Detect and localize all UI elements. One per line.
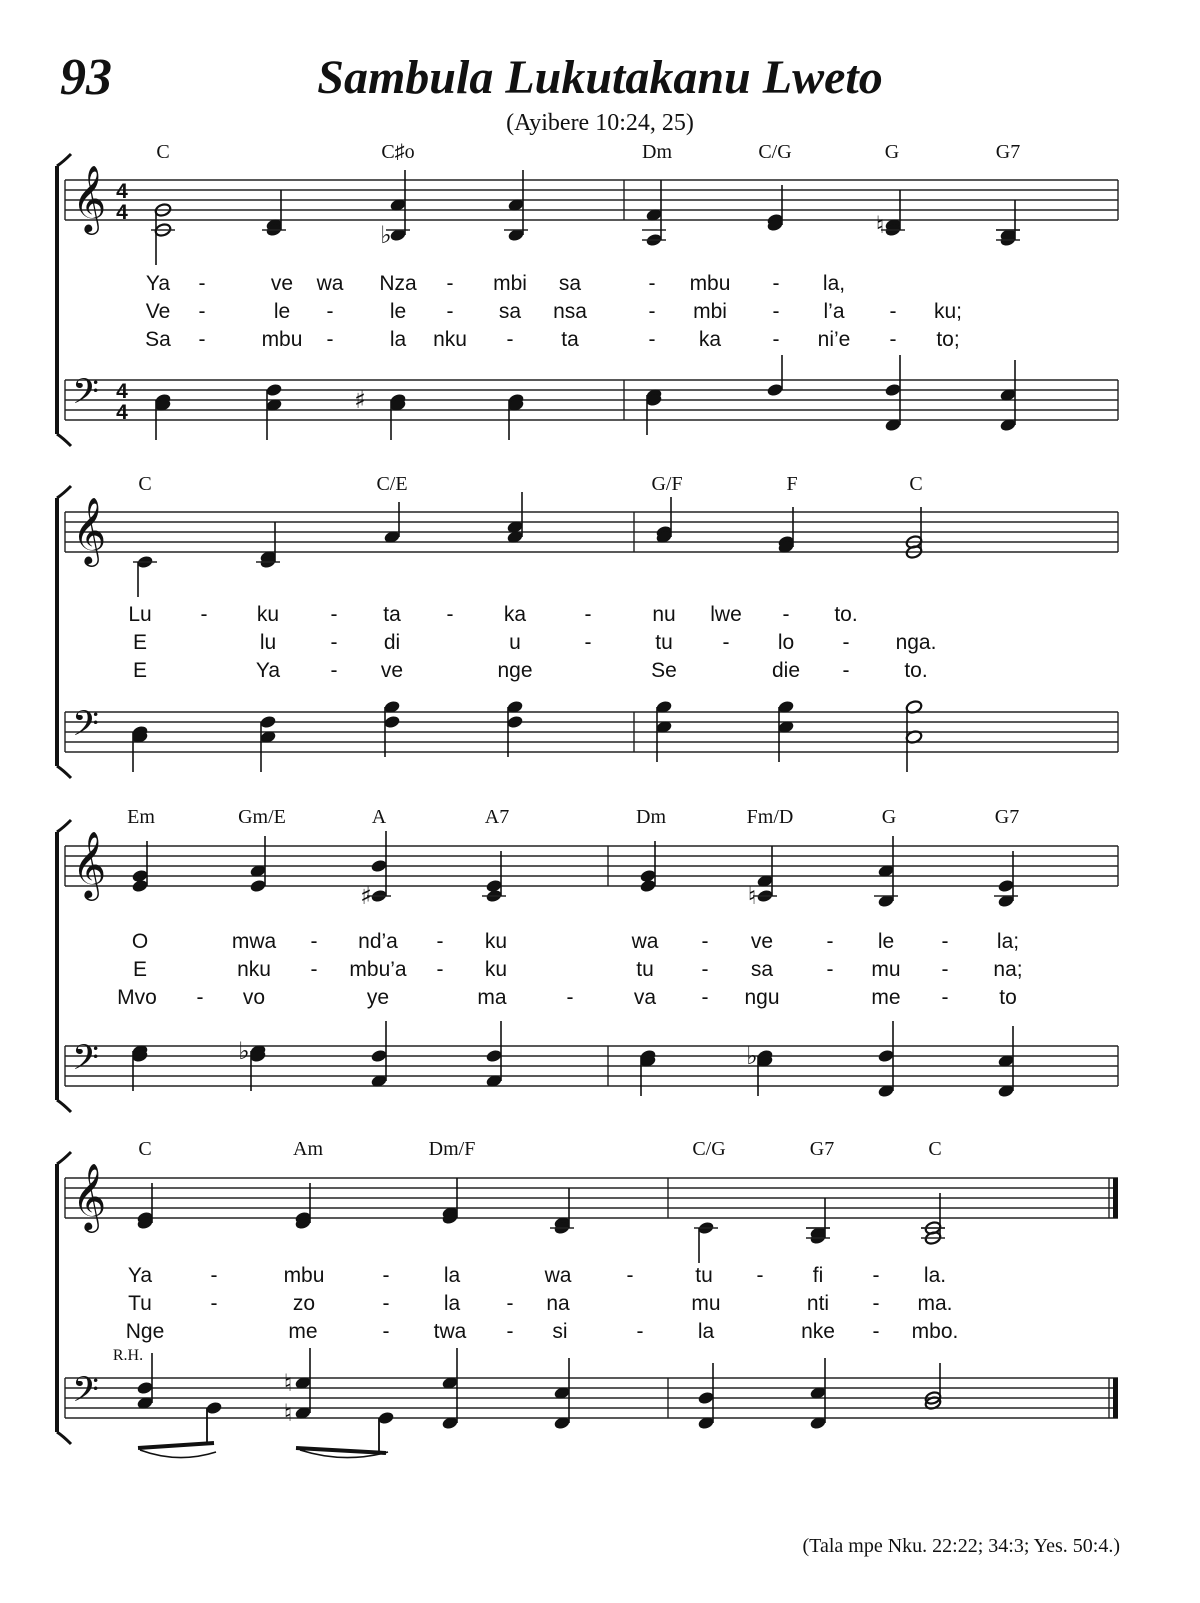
bass-clef-icon: 𝄢 <box>72 1369 100 1418</box>
notehead <box>377 1411 395 1426</box>
lyric-hyphen: - <box>200 603 208 626</box>
lyric-syllable: lu <box>259 631 277 654</box>
chord-symbol: G <box>884 141 900 163</box>
notehead <box>877 1049 895 1064</box>
bass-clef-icon: 𝄢 <box>72 703 100 752</box>
lyric-syllable: tu <box>636 958 654 981</box>
lyric-hyphen: - <box>210 1264 218 1287</box>
lyric-syllable: nke <box>801 1320 835 1343</box>
lyric-syllable: ta <box>383 603 401 626</box>
treble-note <box>151 223 175 238</box>
treble-note <box>131 869 149 884</box>
lyric-hyphen: - <box>584 631 592 654</box>
lyric-hyphen: - <box>636 1320 644 1343</box>
lyric-syllable: to <box>999 986 1017 1009</box>
hymn-number: 93 <box>60 49 112 106</box>
lyric-syllable: mbi <box>493 272 527 295</box>
lyric-syllable: wa <box>631 930 659 953</box>
lyric-hyphen: - <box>446 300 454 323</box>
lyric-syllable: Se <box>651 659 677 682</box>
lyric-hyphen: - <box>330 603 338 626</box>
chord-symbol: C <box>138 473 152 495</box>
natural-accidental-icon: ♮ <box>283 1399 293 1427</box>
natural-accidental-icon: ♮ <box>747 882 757 910</box>
time-signature-bottom: 4 <box>116 201 128 224</box>
treble-note <box>262 223 286 238</box>
lyric-syllable: sa <box>498 300 522 323</box>
chord-symbol: Gm/E <box>238 806 286 828</box>
bass-clef-icon: 𝄢 <box>72 1037 100 1086</box>
notehead <box>485 1049 503 1064</box>
treble-staff-4 <box>65 1162 1118 1233</box>
treble-clef-icon: 𝄞 <box>72 1162 107 1230</box>
lyric-syllable: nge <box>497 659 533 682</box>
flat-accidental-icon: ♭ <box>238 1037 250 1065</box>
notehead <box>370 1049 388 1064</box>
lyric-syllable: Ve <box>145 300 171 323</box>
lyric-syllable: me <box>871 986 901 1009</box>
lyric-syllable: va <box>633 986 657 1009</box>
lyric-hyphen: - <box>826 930 834 953</box>
treble-note <box>550 1221 574 1236</box>
bass-note <box>766 383 784 398</box>
bass-staff-2 <box>65 703 1118 752</box>
lyric-syllable: ma. <box>917 1292 953 1315</box>
lyric-hyphen: - <box>648 272 656 295</box>
notehead <box>205 1401 223 1416</box>
lyric-syllable: ni’e <box>817 328 851 351</box>
bracket-top-hook <box>57 154 71 166</box>
treble-note <box>994 894 1018 909</box>
bass-note <box>259 715 277 730</box>
lyric-syllable: zo <box>292 1292 316 1315</box>
lyric-hyphen: - <box>382 1320 390 1343</box>
time-signature-bottom: 4 <box>116 401 128 424</box>
lyric-syllable: ku <box>484 930 508 953</box>
notehead <box>383 715 401 730</box>
lyric-syllable: E <box>132 659 148 682</box>
lyric-syllable: la <box>389 328 407 351</box>
lyric-syllable: la, <box>822 272 846 295</box>
notehead <box>884 383 902 398</box>
sharp-accidental-icon: ♯ <box>354 386 366 414</box>
lyric-syllable: nga. <box>895 631 937 654</box>
lyric-syllable: nd’a <box>358 930 398 953</box>
lyric-syllable: E <box>132 958 148 981</box>
lyric-syllable: di <box>383 631 401 654</box>
chord-symbol: Dm <box>642 141 672 163</box>
lyric-hyphen: - <box>198 328 206 351</box>
chord-symbol: G/F <box>651 473 683 495</box>
lyric-syllable: la <box>697 1320 715 1343</box>
notehead <box>265 383 283 398</box>
time-signature-top: 4 <box>116 180 128 203</box>
lyric-hyphen: - <box>842 631 850 654</box>
lyric-hyphen: - <box>722 631 730 654</box>
bass-staff-1 <box>65 371 1118 420</box>
lyric-syllable: wa <box>544 1264 572 1287</box>
lyric-syllable: ka <box>503 603 527 626</box>
final-barline-thick <box>1113 1178 1118 1218</box>
bass-note <box>136 1381 154 1396</box>
bass-note <box>884 383 902 398</box>
lyric-hyphen: - <box>772 328 780 351</box>
lyric-syllable: le <box>389 300 407 323</box>
lyric-hyphen: - <box>826 958 834 981</box>
chord-symbol: A <box>371 806 387 828</box>
bracket-bottom-hook <box>57 1432 71 1444</box>
bass-note <box>383 715 401 730</box>
scripture-reference: (Ayibere 10:24, 25) <box>506 110 694 136</box>
chord-symbol: C <box>156 141 170 163</box>
bass-note <box>205 1401 223 1416</box>
lyric-hyphen: - <box>772 272 780 295</box>
lyric-syllable: Nza <box>379 272 417 295</box>
lyric-hyphen: - <box>310 930 318 953</box>
notehead <box>697 1391 715 1406</box>
chord-symbol: G7 <box>995 141 1021 163</box>
lyric-syllable: nti <box>806 1292 830 1315</box>
chord-symbol: G <box>881 806 897 828</box>
lyric-hyphen: - <box>198 300 206 323</box>
lyric-hyphen: - <box>756 1264 764 1287</box>
lyric-syllable: Lu <box>128 603 152 626</box>
flat-accidental-icon: ♭ <box>380 221 392 249</box>
lyric-hyphen: - <box>382 1264 390 1287</box>
treble-note <box>753 889 777 904</box>
bass-note <box>506 715 524 730</box>
notehead <box>259 715 277 730</box>
lyric-syllable: nku <box>433 328 467 351</box>
lyric-syllable: Sa <box>145 328 171 351</box>
lyric-hyphen: - <box>872 1292 880 1315</box>
lyric-hyphen: - <box>330 659 338 682</box>
bass-note <box>877 1049 895 1064</box>
time-signature-top: 4 <box>116 380 128 403</box>
treble-note <box>133 555 157 570</box>
lyric-syllable: sa <box>558 272 582 295</box>
bass-note <box>265 383 283 398</box>
lyric-syllable: la. <box>923 1264 947 1287</box>
treble-note <box>256 555 280 570</box>
bass-note <box>485 1049 503 1064</box>
lyric-hyphen: - <box>210 1292 218 1315</box>
treble-note <box>639 879 657 894</box>
chord-symbol: C/G <box>758 141 792 163</box>
treble-note <box>694 1221 718 1236</box>
lyric-syllable: ku; <box>933 300 963 323</box>
bass-note <box>370 1049 388 1064</box>
lyric-syllable: na <box>546 1292 570 1315</box>
notehead <box>766 383 784 398</box>
notehead <box>249 879 267 894</box>
lyric-hyphen: - <box>566 986 574 1009</box>
lyric-syllable: mu <box>871 958 901 981</box>
chord-symbol: Am <box>293 1138 323 1160</box>
lyric-syllable: ye <box>366 986 390 1009</box>
footnote-references: (Tala mpe Nku. 22:22; 34:3; Yes. 50:4.) <box>802 1535 1120 1557</box>
notehead <box>131 869 149 884</box>
chord-symbol: Dm <box>636 806 666 828</box>
lyric-syllable: vo <box>242 986 266 1009</box>
chord-symbol: C <box>909 473 923 495</box>
lyric-syllable: mbo. <box>911 1320 959 1343</box>
lyric-syllable: ka <box>698 328 722 351</box>
lyric-hyphen: - <box>772 300 780 323</box>
lyric-syllable: mbu <box>689 272 731 295</box>
treble-staff-1 <box>65 164 1118 235</box>
bracket-bottom-hook <box>57 766 71 778</box>
notehead <box>136 1381 154 1396</box>
lyric-syllable: mbu’a <box>349 958 407 981</box>
lyric-syllable: na; <box>993 958 1023 981</box>
lyric-syllable: ngu <box>744 986 780 1009</box>
lyric-syllable: to; <box>936 328 960 351</box>
lyric-syllable: nsa <box>553 300 587 323</box>
flat-accidental-icon: ♭ <box>746 1042 758 1070</box>
lyric-hyphen: - <box>198 272 206 295</box>
lyric-hyphen: - <box>626 1264 634 1287</box>
lyric-syllable: ku <box>484 958 508 981</box>
lyric-hyphen: - <box>330 631 338 654</box>
lyric-hyphen: - <box>382 1292 390 1315</box>
lyric-hyphen: - <box>701 930 709 953</box>
chord-symbol: C/G <box>692 1138 726 1160</box>
lyric-hyphen: - <box>889 300 897 323</box>
treble-note <box>881 223 905 238</box>
lyric-syllable: ta <box>561 328 579 351</box>
treble-note <box>370 859 388 874</box>
treble-note <box>874 894 898 909</box>
chord-symbol: C♯o <box>381 141 415 163</box>
lyric-syllable: lo <box>777 631 795 654</box>
treble-clef-icon: 𝄞 <box>72 496 107 564</box>
bass-note <box>377 1411 395 1426</box>
lyric-hyphen: - <box>941 930 949 953</box>
treble-note <box>482 889 506 904</box>
bass-staff-3 <box>65 1037 1118 1086</box>
final-barline-thick <box>1113 1378 1118 1418</box>
chord-symbol: Fm/D <box>746 806 794 828</box>
lyric-syllable: mbu <box>283 1264 325 1287</box>
eighth-beam <box>138 1443 214 1448</box>
notehead <box>370 859 388 874</box>
lyric-syllable: ve <box>270 272 294 295</box>
treble-note <box>642 230 666 247</box>
lyric-syllable: le <box>273 300 291 323</box>
treble-note <box>921 1228 945 1245</box>
chord-symbol: Dm/F <box>428 1138 476 1160</box>
lyric-syllable: to. <box>904 659 928 682</box>
chord-symbol: F <box>786 473 798 495</box>
lyric-hyphen: - <box>506 1292 514 1315</box>
lyric-syllable: mu <box>691 1292 721 1315</box>
lyric-syllable: Mvo <box>117 986 157 1009</box>
chord-symbol: G7 <box>994 806 1020 828</box>
lyric-syllable: to. <box>834 603 858 626</box>
sharp-accidental-icon: ♯ <box>360 882 372 910</box>
lyric-syllable: tu <box>695 1264 713 1287</box>
lyric-hyphen: - <box>872 1320 880 1343</box>
lyric-hyphen: - <box>310 958 318 981</box>
natural-accidental-icon: ♮ <box>283 1369 293 1397</box>
lyric-hyphen: - <box>941 986 949 1009</box>
slur <box>140 1450 216 1458</box>
lyric-hyphen: - <box>648 300 656 323</box>
lyric-syllable: Ya <box>145 272 171 295</box>
lyric-syllable: twa <box>433 1320 467 1343</box>
lyric-syllable: mbu <box>261 328 303 351</box>
chord-symbol: A7 <box>484 806 510 828</box>
treble-clef-icon: 𝄞 <box>72 830 107 898</box>
lyric-syllable: la; <box>996 930 1020 953</box>
lyric-hyphen: - <box>941 958 949 981</box>
lyric-syllable: ma <box>477 986 507 1009</box>
lyric-syllable: ve <box>750 930 774 953</box>
lyric-syllable: si <box>552 1320 568 1343</box>
lyric-syllable: Ya <box>127 1264 153 1287</box>
lyric-syllable: mwa <box>231 930 277 953</box>
lyric-syllable: Ya <box>255 659 281 682</box>
treble-staff-2 <box>65 496 1118 567</box>
notehead <box>639 879 657 894</box>
lyric-syllable: ku <box>256 603 280 626</box>
chord-symbol: C/E <box>376 473 408 495</box>
lyric-syllable: Tu <box>128 1292 152 1315</box>
lyric-syllable: u <box>509 631 521 654</box>
bracket-bottom-hook <box>57 1100 71 1112</box>
lyric-syllable: mbi <box>693 300 727 323</box>
lyric-hyphen: - <box>701 986 709 1009</box>
lyric-hyphen: - <box>842 659 850 682</box>
bass-clef-icon: 𝄢 <box>72 371 100 420</box>
lyric-hyphen: - <box>872 1264 880 1287</box>
lyric-hyphen: - <box>436 930 444 953</box>
lyric-syllable: me <box>288 1320 318 1343</box>
natural-accidental-icon: ♮ <box>875 211 885 239</box>
chord-symbol: C <box>928 1138 942 1160</box>
lyric-syllable: le <box>877 930 895 953</box>
lyric-syllable: sa <box>750 958 774 981</box>
lyric-syllable: fi <box>812 1264 824 1287</box>
bracket-top-hook <box>57 820 71 832</box>
lyric-syllable: tu <box>655 631 673 654</box>
notehead <box>997 879 1015 894</box>
bass-note <box>697 1391 715 1406</box>
treble-note <box>504 228 528 243</box>
lyric-syllable: nu <box>652 603 676 626</box>
lyric-syllable: nku <box>237 958 271 981</box>
chord-symbol: C <box>138 1138 152 1160</box>
hymn-title: Sambula Lukutakanu Lweto <box>317 51 883 104</box>
lyric-hyphen: - <box>782 603 790 626</box>
lyric-hyphen: - <box>648 328 656 351</box>
right-hand-marking: R.H. <box>112 1347 144 1364</box>
lyric-syllable: die <box>771 659 801 682</box>
bracket-bottom-hook <box>57 434 71 446</box>
chord-symbol: Em <box>127 806 155 828</box>
lyric-syllable: E <box>132 631 148 654</box>
lyric-syllable: ve <box>380 659 404 682</box>
lyric-hyphen: - <box>506 1320 514 1343</box>
lyric-hyphen: - <box>584 603 592 626</box>
lyric-hyphen: - <box>446 603 454 626</box>
bass-staff-4 <box>65 1369 1118 1418</box>
lyric-hyphen: - <box>506 328 514 351</box>
lyric-hyphen: - <box>196 986 204 1009</box>
lyric-hyphen: - <box>436 958 444 981</box>
notehead <box>506 715 524 730</box>
lyric-hyphen: - <box>446 272 454 295</box>
lyric-syllable: O <box>131 930 149 953</box>
lyric-hyphen: - <box>889 328 897 351</box>
treble-note <box>997 879 1015 894</box>
lyric-syllable: lwe <box>710 603 742 626</box>
lyric-hyphen: - <box>326 300 334 323</box>
treble-staff-3 <box>65 830 1118 901</box>
lyric-hyphen: - <box>701 958 709 981</box>
lyric-syllable: la <box>443 1292 461 1315</box>
lyric-hyphen: - <box>326 328 334 351</box>
bracket-top-hook <box>57 1152 71 1164</box>
lyric-syllable: Nge <box>125 1320 165 1343</box>
treble-note <box>249 879 267 894</box>
chord-symbol: G7 <box>809 1138 835 1160</box>
lyric-syllable: wa <box>316 272 344 295</box>
bracket-top-hook <box>57 486 71 498</box>
treble-clef-icon: 𝄞 <box>72 164 107 232</box>
lyric-syllable: la <box>443 1264 461 1287</box>
lyric-syllable: l’a <box>823 300 845 323</box>
